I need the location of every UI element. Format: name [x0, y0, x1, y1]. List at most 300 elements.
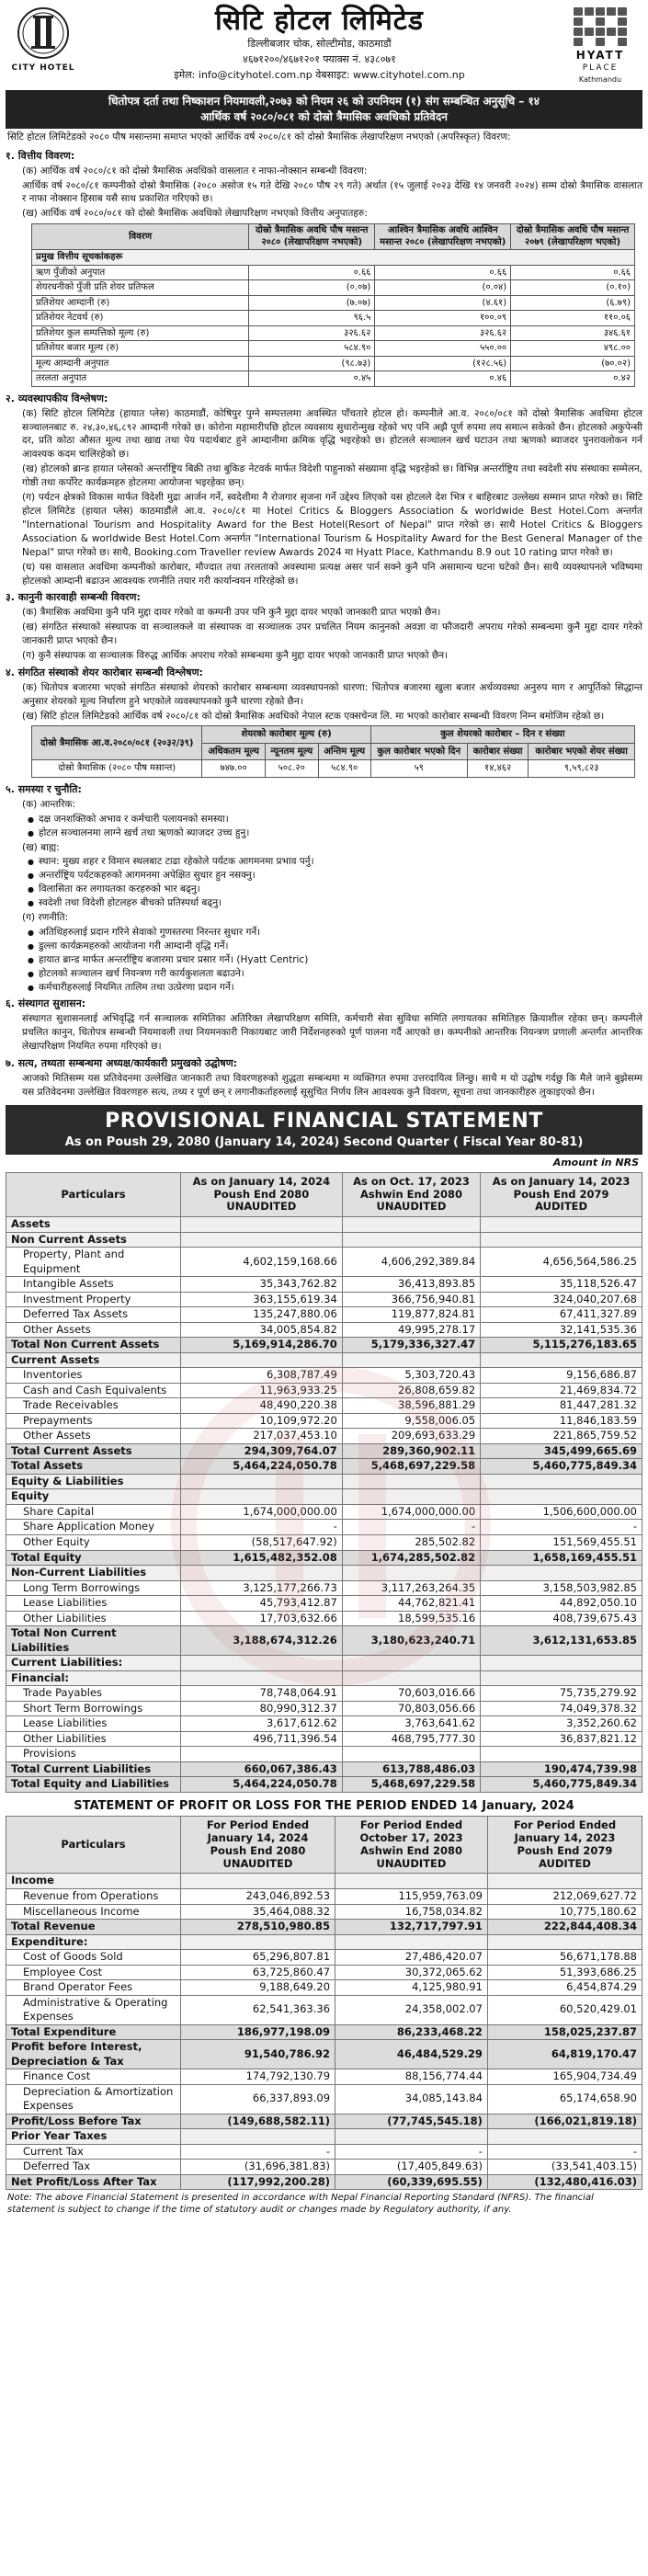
table-row	[6, 2160, 642, 2175]
row-value: 81,447,281.32	[481, 1398, 642, 1414]
table-row	[6, 1747, 642, 1762]
ratio-value: १००.०९	[375, 311, 511, 326]
table-row	[6, 1777, 642, 1793]
table-row	[6, 1920, 642, 1935]
ratio-value: ०.६६	[511, 265, 635, 280]
row-value	[342, 1217, 480, 1233]
section2-para-ka: (क) सिटि होटल लिमिटेड (हायात प्लेस) काठमाडौं, कोषिपुर पुग्ने सम्पत्तलमा अवस्थित पाँचतारे होटल हो। कम्पनीले आ.व. २०८०/०८१ को दोस्रो त्रैमासिक अवधिमा होटल सञ्चालनबाट रु. २४,३०,४६,८९२ आम्दानी गरेको छ। कोरोना महामारीपछि होटल व्यवसाय सुधारोन्मुख रहेको भए पनि अझै पूर्ण रुपमा लय समात्न सकेको छैन। होटलको अकुपेन्सी दर, प्रति कोठा औसत मूल्य तथा खाद्य तथा पेय पदार्थबाट हुने आम्दानीमा क्रमिक वृद्धि भइरहेको छ। होटलले सञ्चालन खर्च घटाउन तथा ऋणको ब्याजदर पुनरावलोकन गर्न आवश्यक कदम चालिरहेको छ।	[22, 407, 642, 461]
bs-header-0: Particulars	[6, 1172, 181, 1216]
row-value: 3,612,131,653.85	[481, 1626, 642, 1656]
row-value	[487, 1874, 642, 1889]
row-value: 30,372,065.62	[335, 1965, 488, 1980]
table-row	[6, 1322, 642, 1338]
ratio-group-label: प्रमुख वित्तीय सूचकांकहरू	[32, 250, 635, 266]
row-label: Lease Liabilities	[6, 1596, 181, 1612]
row-value: 1,674,285,502.82	[342, 1550, 480, 1566]
section1-para-ka2: आर्थिक वर्ष २०८०/८१ कम्पनीको दोस्रो त्रैमासिक (२०८० असोज १५ गते देखि २०८० पौष २९ गते) अर्थात (१५ जुलाई २०२३ देखि १४ जनवरी २०२४) सम्म दोस्रो त्रैमासिक वासलात र नाफा नोक्सान हिसाब यसै साथ प्रकाशित गरिएको छ।	[22, 179, 642, 205]
section7-para: आजको मितिसम्म यस प्रतिवेदनमा उल्लेखित जानकारी तथा विवरणहरुको शुद्धता सम्बन्धमा म व्यक्तिगत रुपमा उत्तरदायित्व लिन्छु। साथै म यो उद्घोष गर्दछु कि मैले जाने बुझेसम्म यस प्रतिवेदनमा उल्लेखित विवरणहरु सत्य, तथ्य र पूर्ण छन् र लगानीकर्ताहरुलाई सूसुचित निर्णय लिन आवश्यक कुनै विवरण, सूचना तथा जानकारीहरु लुकाइएको छैन।	[22, 1072, 642, 1098]
row-value: 496,711,396.54	[181, 1731, 343, 1747]
row-value: 49,995,278.17	[342, 1322, 480, 1338]
row-value: (17,405,849.63)	[335, 2160, 488, 2175]
section3-para-ka: (क) त्रैमासिक अवधिमा कुनै पनि मुद्दा दायर गरेको वा कम्पनी उपर पनि कुनै मुद्दा दायर भएको जानकारी प्राप्त भएको छैन।	[22, 607, 441, 619]
row-value: 363,155,619.34	[181, 1292, 343, 1307]
table-row	[6, 1686, 642, 1702]
report-title-line2: आर्थिक वर्ष २०८०/०८१ को दोस्रो त्रैमासिक अवधिको प्रतिवेदन	[200, 109, 448, 123]
row-label: Administrative & Operating Expenses	[6, 1995, 181, 2024]
strategy-list	[28, 926, 642, 995]
ratio-value: ९६.५	[249, 311, 375, 326]
row-value	[181, 1566, 343, 1581]
row-value: (117,992,200.28)	[181, 2174, 335, 2190]
row-value	[181, 1670, 343, 1686]
row-label: Profit/Loss Before Tax	[6, 2114, 181, 2129]
row-value: 119,877,824.81	[342, 1307, 480, 1323]
table-row	[6, 1534, 642, 1550]
table-row	[6, 2069, 642, 2085]
row-value: 151,569,455.51	[481, 1534, 642, 1550]
table-row	[6, 1611, 642, 1626]
row-label: Financial:	[6, 1670, 181, 1686]
trade-row-label: दोस्रो त्रैमासिक (२०८० पौष मसान्त)	[32, 760, 202, 778]
row-value: 5,464,224,050.78	[181, 1459, 343, 1475]
company-email-web: इमेल: info@cityhotel.com.np वेबसाइट: www.cityhotel.com.np	[174, 68, 465, 81]
row-value: 65,174,658.90	[487, 2084, 642, 2114]
section2-para-ga: (ग) पर्यटन क्षेत्रको विकास मार्फत विदेशी मुद्रा आर्जन गर्ने, स्वदेशीमा नै रोजगार सृजना गर्ने उद्देश्य लिएको यस होटलले देश भित्र र बाहिरबाट उल्लेख्य सम्मान प्राप्त गरेको छ। सिटि होटल लिमिटेड (हायात प्लेस) काठमाडौंले आ.व. २०८०/८१ मा Hotel Critics & Bloggers Association & worldwide Best Hotel.Com अन्तर्गत "International Tourism and Hospitality Award for the Best Hotel(Resort of Nepal" प्राप्त गरेको छ। साथै Hotel Critics & Bloggers Association & worldwide Best Hotel.Com अन्तर्गत "International Tourism & Hospitality Award for the Best General Manager of the Nepal" प्राप्त गरेको छ। साथै, Booking.com Traveller review Awards 2024 मा Hyatt Place, Kathmandu 8.9 out 10 rating प्राप्त गरेको छ।	[22, 492, 642, 558]
table-row	[6, 1292, 642, 1307]
ratio-value: ०.४२	[511, 371, 635, 387]
row-value: 46,484,529.29	[335, 2040, 488, 2069]
row-value: 3,763,641.62	[342, 1716, 480, 1732]
table-row	[6, 1368, 642, 1384]
ratio-label: तरलता अनुपात	[32, 371, 249, 387]
table-row	[6, 1429, 642, 1444]
row-value: 5,115,276,183.65	[481, 1338, 642, 1353]
pl-title: STATEMENT OF PROFIT OR LOSS FOR THE PERIOD ENDED 14 January, 2024	[74, 1798, 574, 1813]
row-label: Prior Year Taxes	[6, 2129, 181, 2145]
row-label: Current Liabilities:	[6, 1656, 181, 1671]
trade-cell-3: ५९	[370, 760, 467, 778]
section2-heading: २. व्यवस्थापकीय विश्लेषण:	[6, 392, 108, 405]
row-value	[342, 1566, 480, 1581]
row-value: 86,233,468.22	[335, 2024, 488, 2040]
table-row	[6, 1656, 642, 1671]
row-value: 34,085,143.84	[335, 2084, 488, 2114]
row-value: 32,141,535.36	[481, 1322, 642, 1338]
row-value	[342, 1656, 480, 1671]
table-row	[6, 1413, 642, 1429]
row-value: 56,671,178.88	[487, 1950, 642, 1966]
row-label: Total Non Current Liabilities	[6, 1626, 181, 1656]
ratio-value: ०.४६	[375, 371, 511, 387]
row-value: 9,156,686.87	[481, 1368, 642, 1384]
row-value: 468,795,777.30	[342, 1731, 480, 1747]
row-value: 62,541,363.36	[181, 1995, 335, 2024]
row-value: -	[335, 2144, 488, 2160]
row-value: 4,125,980.91	[335, 1980, 488, 1996]
row-label: Other Assets	[6, 1429, 181, 1444]
row-value	[181, 1874, 335, 1889]
row-value: 221,865,759.52	[481, 1429, 642, 1444]
table-row	[6, 1474, 642, 1489]
section1-para-kha: (ख) आर्थिक वर्ष २०८०/०८१ को दोस्रो त्रैमासिक अवधिको लेखापरिक्षण नभएको वित्तीय अनुपातहरु:	[22, 208, 368, 220]
row-value	[481, 1352, 642, 1368]
row-value	[481, 1217, 642, 1233]
row-value: 35,118,526.47	[481, 1277, 642, 1293]
row-value: 11,963,933.25	[181, 1383, 343, 1398]
table-row	[6, 1761, 642, 1777]
row-value: 158,025,237.87	[487, 2024, 642, 2040]
row-value: 66,337,893.09	[181, 2084, 335, 2114]
ratio-label: प्रतिशेयर नेटवर्थ (रु)	[32, 311, 249, 326]
row-value	[481, 1670, 642, 1686]
table-row	[6, 1277, 642, 1293]
hyatt-brand: HYATT	[575, 49, 625, 62]
row-value: 21,469,834.72	[481, 1383, 642, 1398]
row-value: 190,474,739.98	[481, 1761, 642, 1777]
row-label: Current Assets	[6, 1352, 181, 1368]
table-row	[6, 1716, 642, 1732]
hyatt-city: Kathmandu	[578, 75, 622, 85]
row-label: Total Assets	[6, 1459, 181, 1475]
row-value: 24,358,002.07	[335, 1995, 488, 2024]
row-value: 36,413,893.85	[342, 1277, 480, 1293]
pl-header-0: Particulars	[6, 1817, 181, 1874]
section3-para-ga: (ग) कुनै संस्थापक वा सञ्चालक विरुद्ध आर्थिक अपराध गरेको सम्बन्धमा कुनै मुद्दा दायर भएको जानकारी प्राप्त भएको छैन।	[22, 649, 449, 661]
row-value	[487, 1934, 642, 1950]
row-value: 60,520,429.01	[487, 1995, 642, 2024]
row-label: Investment Property	[6, 1292, 181, 1307]
row-value: 6,454,874.29	[487, 1980, 642, 1996]
row-label: Equity	[6, 1489, 181, 1505]
row-value: 36,837,821.12	[481, 1731, 642, 1747]
row-value	[481, 1747, 642, 1762]
row-label: Cash and Cash Equivalents	[6, 1383, 181, 1398]
row-value: (77,745,545.18)	[335, 2114, 488, 2129]
ratio-row	[32, 295, 635, 311]
row-value: 285,502.82	[342, 1534, 480, 1550]
row-label: Finance Cost	[6, 2069, 181, 2085]
ratio-label: प्रतिशेयर कुल सम्पत्तिको मूल्य (रु)	[32, 325, 249, 341]
table-row	[6, 1217, 642, 1233]
row-value: 3,188,674,312.26	[181, 1626, 343, 1656]
table-row	[6, 1980, 642, 1996]
table-row	[6, 1950, 642, 1966]
section2-para-kha: (ख) होटलको ब्रान्ड हायात प्लेसको अन्तर्राष्ट्रिय बिक्री तथा बुकिङ नेटवर्क मार्फत विदेशी पाहुनाको संख्यामा वृद्धि भइरहेको छ। विभिन्न अन्तर्राष्ट्रिय तथा स्वदेशी संघ संस्थाका सम्मेलन, गोष्ठी तथा कर्पोरेट कार्यक्रमहरु होटलमा आयोजना भइरहेका छन्।	[22, 463, 642, 489]
row-value: -	[487, 2144, 642, 2160]
row-value	[481, 1474, 642, 1489]
row-value: 5,460,775,849.34	[481, 1777, 642, 1793]
row-value: 70,803,056.66	[342, 1701, 480, 1716]
trade-header-period: दोस्रो त्रैमासिक आ.व.२०८०/०८१ (२०३२/३९)	[32, 726, 202, 760]
row-value: 51,393,686.25	[487, 1965, 642, 1980]
table-row	[6, 1670, 642, 1686]
row-value: (33,541,403.15)	[487, 2160, 642, 2175]
balance-sheet-table	[6, 1172, 642, 1793]
row-value: -	[181, 2144, 335, 2160]
table-row	[6, 2144, 642, 2160]
pfs-subtitle: As on Poush 29, 2080 (January 14, 2024) Second Quarter ( Fiscal Year 80-81)	[64, 1135, 584, 1150]
row-label: Deferred Tax Assets	[6, 1307, 181, 1323]
section4-para-ka: (क) धितोपत्र बजारमा भएको संगठित संस्थाको शेयरको कारोबार सम्बन्धमा व्यवस्थापनको धारणा: धितोपत्र बजारमा खुला बजार अर्थव्यवस्था अनुरुप माग र आपूर्तिको सिद्धान्त अनुसार शेयरको मूल्य निर्धारण हुने भएकोले व्यवस्थापनको कुनै धारणा रहेको छैन।	[22, 681, 642, 707]
row-value: 613,788,486.03	[342, 1761, 480, 1777]
row-label: Miscellaneous Income	[6, 1904, 181, 1920]
company-address: डिल्लीबजार चोक, सोल्टीमोड, काठमाडौं	[247, 38, 392, 50]
row-label: Expenditure:	[6, 1934, 181, 1950]
trade-sub-3: कुल कारोबार भएको दिन	[370, 743, 467, 760]
row-value	[335, 2129, 488, 2145]
ratio-header-2: आश्विन त्रैमासिक अवधि आश्विन मसान्त २०८० (लेखापरिक्षण नभएको)	[375, 224, 511, 250]
row-value: 70,603,016.66	[342, 1686, 480, 1702]
row-value: 174,792,130.79	[181, 2069, 335, 2085]
letterhead	[6, 0, 642, 88]
section6-para: संस्थागत सुशासनलाई अभिवृद्धि गर्न सञ्चालक समितिका अतिरिक्त लेखापरिक्षण समिति, कर्मचारी सेवा सुविधा समिति लगायतका समितिहरु क्रियाशील रहेका छन्। कम्पनीले प्रचलित कानुन, धितोपत्र सम्बन्धी नियमावली तथा नियमनकारी निकायबाट जारी निर्देशनहरुको पूर्ण पालना गर्दै आएको छ। कम्पनीको आन्तरिक नियन्त्रण प्रणाली अन्तर्गत आन्तरिक लेखापरिक्षण नियमित रुपमा गरिएको छ।	[22, 1013, 642, 1053]
row-value	[181, 1232, 343, 1248]
row-value: 64,819,170.47	[487, 2040, 642, 2069]
list-item: ● होटल सञ्चालनमा लाग्ने खर्च तथा ऋणको ब्याजदर उच्च हुनु।	[28, 826, 642, 840]
row-value: 4,602,159,168.66	[181, 1248, 343, 1277]
row-value: 75,735,279.92	[481, 1686, 642, 1702]
table-row	[6, 1232, 642, 1248]
list-item: ● अतिथिहरुलाई प्रदान गरिने सेवाको गुणस्तरमा निरन्तर सुधार गर्ने।	[28, 926, 642, 940]
hyatt-place-logo	[558, 6, 642, 85]
ratio-value: (०.१०)	[511, 280, 635, 296]
ratio-row	[32, 265, 635, 280]
row-value	[481, 1656, 642, 1671]
table-row	[6, 2114, 642, 2129]
ratio-value: ३२६.६२	[249, 325, 375, 341]
left-logo-caption: CITY HOTEL	[11, 63, 75, 73]
ratio-row	[32, 371, 635, 387]
ratio-label: ऋण पुँजीको अनुपात	[32, 265, 249, 280]
list-item: ● दक्ष जनशक्तिको अभाव र कर्मचारी पलायनको समस्या।	[28, 813, 642, 826]
row-value	[342, 1474, 480, 1489]
table-row	[6, 2024, 642, 2040]
row-value: 1,506,600,000.00	[481, 1504, 642, 1520]
row-label: Short Term Borrowings	[6, 1701, 181, 1716]
table-row	[6, 1934, 642, 1950]
row-value: 63,725,860.47	[181, 1965, 335, 1980]
row-value: 67,411,327.89	[481, 1307, 642, 1323]
section5-heading: ५. समस्या र चुनौति:	[6, 782, 82, 795]
row-label: Depreciation & Amortization Expenses	[6, 2084, 181, 2114]
row-label: Net Profit/Loss After Tax	[6, 2174, 181, 2190]
row-value	[181, 2129, 335, 2145]
row-label: Other Assets	[6, 1322, 181, 1338]
row-value: 132,717,797.91	[335, 1920, 488, 1935]
row-value: 209,693,633.29	[342, 1429, 480, 1444]
section5-para-kha: (ख) बाह्य:	[22, 841, 60, 853]
row-value: 4,606,292,389.84	[342, 1248, 480, 1277]
row-value: 294,309,764.07	[181, 1443, 343, 1459]
table-row	[6, 1398, 642, 1414]
ratio-label: शेयरधनीको पुँजी प्रति शेयर प्रतिफल	[32, 280, 249, 296]
ratio-label: प्रतिशेयर बजार मूल्य (रु)	[32, 341, 249, 357]
table-row	[6, 1307, 642, 1323]
row-value: 11,846,183.59	[481, 1413, 642, 1429]
ratio-row	[32, 356, 635, 371]
row-label: Prepayments	[6, 1413, 181, 1429]
ratio-value: ०.४५	[249, 371, 375, 387]
list-item: ● हायात ब्रान्ड मार्फत अन्तर्राष्ट्रिय बजारमा प्रचार प्रसार गर्ने। (Hyatt Centric)	[28, 953, 642, 967]
pfs-title-band	[6, 1105, 642, 1155]
share-trading-table	[31, 725, 635, 778]
row-value	[342, 1232, 480, 1248]
row-value: 5,468,697,229.58	[342, 1777, 480, 1793]
row-value: -	[181, 1520, 343, 1535]
row-label: Share Application Money	[6, 1520, 181, 1535]
section2-para-gha: (घ) यस वासलात अवधिमा कम्पनीको कारोबार, मौज्दात तथा तरलताको अवस्थामा प्रत्यक्ष असर पार्न सक्ने कुनै पनि असामान्य घटना घटेको छैन। साथै व्यवस्थापनले भविष्यमा होटलको आम्दानी बढाउन आवश्यक रणनीति तयार गरी कार्यान्वयन गरिरहेको छ।	[22, 561, 642, 587]
table-row	[6, 1965, 642, 1980]
row-value: 3,117,263,264.35	[342, 1580, 480, 1596]
row-value: 6,308,787.49	[181, 1368, 343, 1384]
table-row	[6, 1248, 642, 1277]
row-label: Long Term Borrowings	[6, 1580, 181, 1596]
trade-sub-2: अन्तिम मूल्य	[318, 743, 370, 760]
row-label: Profit before Interest, Depreciation & Tax	[6, 2040, 181, 2069]
hyatt-brand-place: PLACE	[582, 63, 619, 74]
pl-notes: Note: The above Financial Statement is presented in accordance with Nepal Financial Reporting Standard (NFRS). The financial statement is subject to change if the time of statutory audit or changes made by Regulatory authority, if any.	[7, 2193, 594, 2216]
pl-header-3: For Period Ended January 14, 2023 Poush End 2079 AUDITED	[487, 1817, 642, 1874]
row-value: 217,037,453.10	[181, 1429, 343, 1444]
section1-para-ka: (क) आर्थिक वर्ष २०८०/८१ को दोस्रो त्रैमासिक अवधिको वासलात र नाफा-नोक्सान सम्बन्धी विवरण:	[22, 165, 368, 177]
ratio-row	[32, 280, 635, 296]
row-label: Total Non Current Assets	[6, 1338, 181, 1353]
trade-sub-5: कारोबार भएको शेयर संख्या	[529, 743, 635, 760]
table-row	[6, 1904, 642, 1920]
ratio-value: (१२८.५६)	[375, 356, 511, 371]
ratio-value: (७.०७)	[249, 295, 375, 311]
row-value: 35,464,088.32	[181, 1904, 335, 1920]
row-value: 345,499,665.69	[481, 1443, 642, 1459]
pl-header-2: For Period Ended October 17, 2023 Ashwin End 2080 UNAUDITED	[335, 1817, 488, 1874]
row-value: 38,596,881.29	[342, 1398, 480, 1414]
row-value	[181, 1474, 343, 1489]
row-value	[342, 1352, 480, 1368]
ratio-header-3: दोस्रो त्रैमासिक अवधि पौष मसान्त २०७९ (लेखापरिक्षण भएको)	[511, 224, 635, 250]
table-row	[6, 2174, 642, 2190]
report-title-band	[6, 90, 642, 129]
bs-header-1: As on January 14, 2024 Poush End 2080 UNAUDITED	[181, 1172, 343, 1216]
row-value: 3,180,623,240.71	[342, 1626, 480, 1656]
row-value: 3,352,260.62	[481, 1716, 642, 1732]
table-row	[6, 1889, 642, 1905]
row-label: Total Current Liabilities	[6, 1761, 181, 1777]
table-row	[6, 1489, 642, 1505]
row-label: Total Current Assets	[6, 1443, 181, 1459]
row-label: Other Equity	[6, 1534, 181, 1550]
ratio-value: ११०.०६	[511, 311, 635, 326]
company-name: सिटि होटल लिमिटेड	[215, 5, 424, 37]
row-value: 44,892,050.10	[481, 1596, 642, 1612]
row-label: Equity & Liabilities	[6, 1474, 181, 1489]
row-value: 10,775,180.62	[487, 1904, 642, 1920]
row-value	[335, 1874, 488, 1889]
row-value: 5,464,224,050.78	[181, 1777, 343, 1793]
table-row	[6, 1338, 642, 1353]
row-value: 35,343,762.82	[181, 1277, 343, 1293]
row-label: Total Expenditure	[6, 2024, 181, 2040]
row-value: 80,990,312.37	[181, 1701, 343, 1716]
row-value	[487, 2129, 642, 2145]
row-label: Deferred Tax	[6, 2160, 181, 2175]
row-label: Total Revenue	[6, 1920, 181, 1935]
row-value	[342, 1747, 480, 1762]
row-value: 135,247,880.06	[181, 1307, 343, 1323]
table-row	[6, 1352, 642, 1368]
table-row	[6, 1995, 642, 2024]
row-value: 88,156,774.44	[335, 2069, 488, 2085]
row-value: (58,517,647.92)	[181, 1534, 343, 1550]
section1-heading: १. वित्तीय विवरण:	[6, 149, 75, 162]
section5-para-ga: (ग) रणनीति:	[22, 912, 69, 924]
row-value	[335, 1934, 488, 1950]
trade-cell-0: ७४७.००	[202, 760, 265, 778]
row-label: Non-Current Liabilities	[6, 1566, 181, 1581]
row-value: 16,758,034.82	[335, 1904, 488, 1920]
table-row	[6, 1626, 642, 1656]
ratio-row	[32, 341, 635, 357]
ratio-header-1: दोस्रो त्रैमासिक अवधि पौष मसान्त २०८० (लेखापरिक्षण नभएको)	[249, 224, 375, 250]
table-row	[6, 1701, 642, 1716]
row-value: -	[481, 1520, 642, 1535]
row-label: Revenue from Operations	[6, 1889, 181, 1905]
row-value: 5,303,720.43	[342, 1368, 480, 1384]
row-value: 3,158,503,982.85	[481, 1580, 642, 1596]
row-value	[181, 1656, 343, 1671]
row-value	[181, 1489, 343, 1505]
row-value: 18,599,535.16	[342, 1611, 480, 1626]
row-label: Lease Liabilities	[6, 1716, 181, 1732]
ratio-row	[32, 325, 635, 341]
intro-text: सिटि होटल लिमिटेडको २०८० पौष मसान्तमा समाप्त भएको आर्थिक वर्ष २०८०/८१ को दोस्रो त्रैमासिक लेखापरिक्षण नभएको (अपरिस्कृत) विवरण:	[7, 131, 511, 142]
list-item: ● डुल्ला कार्यक्रमहरुको आयोजना गरी आम्दानी वृद्धि गर्ने।	[28, 940, 642, 953]
row-value: 366,756,940.81	[342, 1292, 480, 1307]
table-row	[6, 1383, 642, 1398]
row-value	[181, 1747, 343, 1762]
row-value: 45,793,412.87	[181, 1596, 343, 1612]
row-label: Current Tax	[6, 2144, 181, 2160]
row-value	[481, 1489, 642, 1505]
pl-header-1: For Period Ended January 14, 2024 Poush End 2080 UNAUDITED	[181, 1817, 335, 1874]
section3-heading: ३. कानुनी कारवाही सम्बन्धी विवरण:	[6, 591, 141, 604]
company-phone: ४६७१२००/४६७१२०१ फ्याक्स नं. ४३८०७१	[243, 52, 396, 65]
ratio-value: (६.७९)	[511, 295, 635, 311]
ratio-label: प्रतिशेयर आम्दानी (रु)	[32, 295, 249, 311]
row-label: Non Current Assets	[6, 1232, 181, 1248]
list-item: ● कर्मचारीहरुलाई नियमित तालिम तथा उत्प्रेरणा प्रदान गर्ने।	[28, 981, 642, 995]
row-value: 17,703,632.66	[181, 1611, 343, 1626]
row-value: 44,762,821.41	[342, 1596, 480, 1612]
table-row	[6, 2129, 642, 2145]
row-value	[181, 1217, 343, 1233]
row-value: 26,808,659.82	[342, 1383, 480, 1398]
amount-note: Amount in NRS	[552, 1156, 639, 1168]
table-row	[6, 1874, 642, 1889]
list-item: ● स्वदेशी तथा विदेशी होटलहरु बीचको प्रतिस्पर्धा बढ्नु।	[28, 896, 642, 910]
list-item: ● स्थान: मुख्य शहर र विमान स्थलबाट टाढा रहेकोले पर्यटक आगमनमा प्रभाव पर्नु।	[28, 855, 642, 869]
row-label: Property, Plant and Equipment	[6, 1248, 181, 1277]
section7-heading: ७. सत्य, तथ्यता सम्बन्धमा अध्यक्ष/कार्यकारी प्रमुखको उद्घोषण:	[6, 1057, 238, 1070]
row-value: 1,674,000,000.00	[342, 1504, 480, 1520]
section4-heading: ४. संगठित संस्थाको शेयर कारोबार सम्बन्धी विश्लेषण:	[6, 666, 203, 678]
row-value: 34,005,854.82	[181, 1322, 343, 1338]
ratio-value: ३२६.६२	[375, 325, 511, 341]
trade-sub-4: कारोबार संख्या	[467, 743, 528, 760]
row-value: (132,480,416.03)	[487, 2174, 642, 2190]
section6-heading: ६. संस्थागत सुशासन:	[6, 997, 86, 1010]
row-label: Share Capital	[6, 1504, 181, 1520]
row-value: 27,486,420.07	[335, 1950, 488, 1966]
